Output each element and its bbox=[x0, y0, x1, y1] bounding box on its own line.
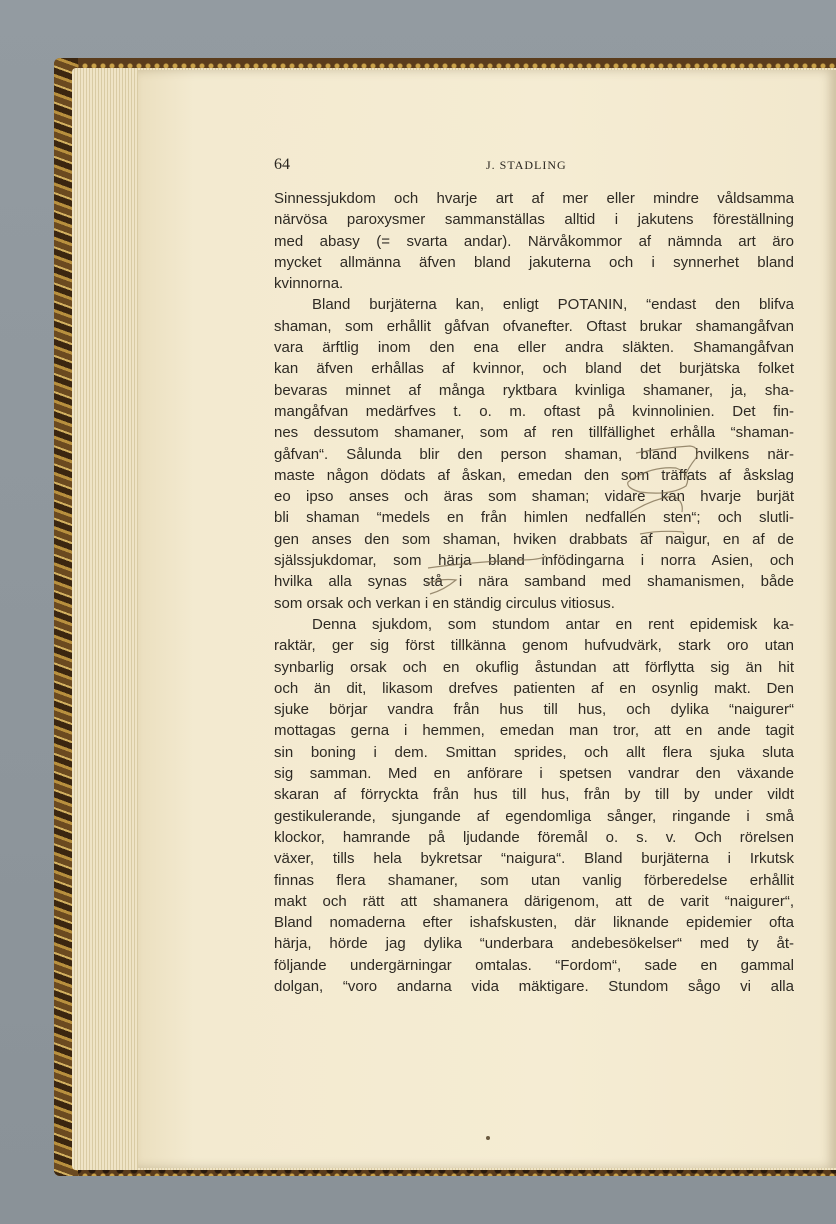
text-line: shaman, som erhållit gåfvan ofvanefter. Oftast brukar shamangåfvan bbox=[274, 317, 794, 335]
text-line: härja, hörde jag dylika “underbara andebesökelser“ med ty åt- bbox=[274, 935, 794, 953]
text-line: följande undergärningar omtalas. “Fordom“, sade en gammal bbox=[274, 956, 794, 974]
text-line: Bland burjäterna kan, enligt POTANIN, “endast den blifva bbox=[312, 296, 794, 314]
text-line: sin boning i dem. Smittan sprides, och allt flera sjuka sluta bbox=[274, 743, 794, 761]
text-line: mycket allmänna äfven bland jakuterna och i synnerhet bland bbox=[274, 253, 794, 271]
running-head: J. STADLING bbox=[486, 158, 567, 172]
page-number: 64 bbox=[274, 156, 290, 173]
text-line: gestikulerande, sjungande af egendomliga sånger, ringande i små bbox=[274, 807, 794, 825]
text-line: raktär, ger sig först tillkänna genom hufvudvärk, stark oro utan bbox=[274, 637, 794, 655]
text-line: kan äfven erhållas af kvinnor, och bland det burjätska folket bbox=[274, 360, 794, 378]
text-line: finnas flera shamaner, som utan vanlig förberedelse erhållit bbox=[274, 871, 794, 889]
text-line: kvinnorna. bbox=[274, 275, 344, 293]
text-line: gen anses den som shaman, hviken drabbats af naigur, en af de bbox=[274, 530, 794, 548]
text-line: Sinnessjukdom och hvarje art af mer eller mindre våldsamma bbox=[274, 190, 794, 207]
text-line: sig samman. Med en anförare i spetsen vandrar den växande bbox=[274, 765, 794, 783]
text-line: bevaras minnet af många ryktbara kvinliga shamaner, ja, sha- bbox=[274, 381, 794, 399]
text-line: maste någon dödats af åskan, emedan den som träffats af åskslag bbox=[274, 466, 794, 484]
page-header bbox=[274, 156, 794, 178]
text-line: synbarlig orsak och en okuflig åstundan att förflytta sig än hit bbox=[274, 658, 794, 676]
page-speck bbox=[486, 1136, 490, 1140]
text-line: mangåfvan medärfves t. o. m. oftast på kvinnolinien. Det fin- bbox=[274, 402, 794, 420]
text-line: mottagas gerna i hemmen, emedan man tror, att en ande tagit bbox=[274, 722, 794, 740]
text-line: skaran af förryckta från hus till hus, från by till by under vildt bbox=[274, 786, 794, 804]
text-line: dolgan, “voro andarna vida mäktigare. Stundom sågo vi alla bbox=[274, 977, 794, 995]
text-line: klockor, hamrande på ljudande föremål o. s. v. Och rörelsen bbox=[274, 828, 794, 846]
text-line: själssjukdomar, som härja bland infödingarna i norra Asien, och bbox=[274, 552, 794, 570]
text-line: närvösa paroxysmer sammanställas alltid i jakutens föreställning bbox=[274, 211, 794, 229]
text-line: Denna sjukdom, som stundom antar en rent epidemisk ka- bbox=[312, 615, 794, 633]
body-text bbox=[274, 188, 794, 997]
text-line: vara ärftlig inom den ena eller andra släkten. Shamangåfvan bbox=[274, 339, 794, 357]
text-line: växer, tills hela bykretsar “naigura“. Bland burjäterna i Irkutsk bbox=[274, 850, 794, 868]
text-line: sjuke börjar vandra från hus till hus, och dylika “naigurer“ bbox=[274, 701, 794, 719]
text-line: hvilka alla synas stå i nära samband med shamanismen, både bbox=[274, 573, 794, 591]
text-line: med abasy (= svarta andar). Närvåkommor af nämnda art äro bbox=[274, 232, 794, 250]
text-line: Bland nomaderna efter ishafskusten, där liknande epidemier ofta bbox=[274, 914, 794, 932]
text-line: makt och rätt att shamanera därigenom, att de varit “naigurer“, bbox=[274, 892, 794, 910]
text-line: och än dit, likasom drefves patienten af en osynlig makt. Den bbox=[274, 679, 794, 697]
text-line: som orsak och verkan i en ständig circulus vitiosus. bbox=[274, 594, 615, 612]
text-line: bli shaman “medels en från himlen nedfallen sten“; och slutli- bbox=[274, 509, 794, 527]
text-line: nes dessutom shamaner, som af ren tillfällighet erhålla “shaman- bbox=[274, 424, 794, 442]
text-line: eo ipso anses och äras som shaman; vidare kan hvarje burjät bbox=[274, 488, 794, 506]
text-line: gåfvan“. Sålunda blir den person shaman, bland hvilkens när- bbox=[274, 445, 794, 463]
